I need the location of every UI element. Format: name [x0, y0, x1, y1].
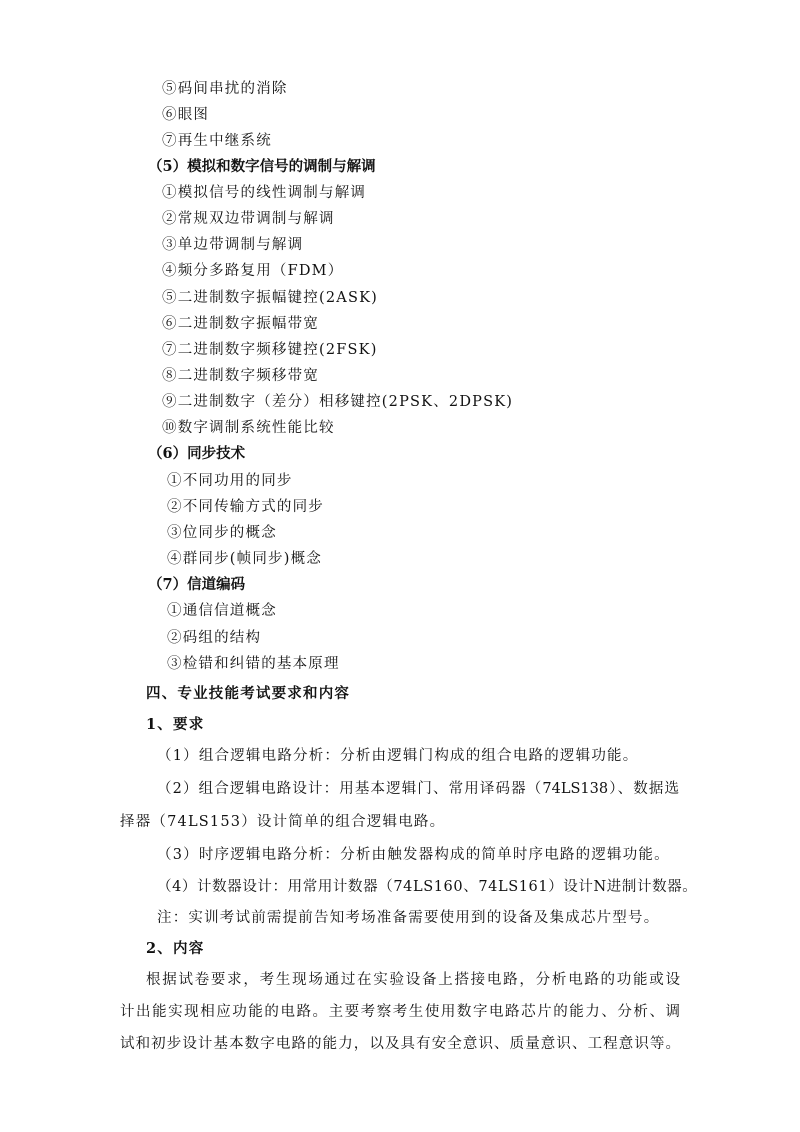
list-item: ⑦二进制数字频移键控(2FSK) — [162, 342, 378, 358]
paragraph-line: （3）时序逻辑电路分析：分析由触发器构成的简单时序电路的逻辑功能。 — [157, 847, 670, 863]
list-item: ②码组的结构 — [167, 630, 262, 646]
list-item: ③检错和纠错的基本原理 — [167, 656, 340, 672]
paragraph-line: （4）计数器设计：用常用计数器（74LS160、74LS161）设计N进制计数器。 — [157, 879, 698, 895]
list-item: ①不同功用的同步 — [167, 473, 293, 489]
note-line: 注：实训考试前需提前告知考场准备需要使用到的设备及集成芯片型号。 — [157, 910, 660, 926]
list-item: ②不同传输方式的同步 — [167, 499, 324, 515]
list-item: ①通信信道概念 — [167, 603, 277, 619]
list-item: ④频分多路复用（FDM） — [162, 263, 344, 279]
section-heading: （6）同步技术 — [148, 445, 246, 462]
list-item: ⑤码间串扰的消除 — [162, 81, 288, 97]
section-heading: （7）信道编码 — [148, 576, 246, 593]
paragraph-line: 试和初步设计基本数字电路的能力，以及具有安全意识、质量意识、工程意识等。 — [120, 1036, 680, 1052]
section-heading: （5）模拟和数字信号的调制与解调 — [148, 158, 376, 175]
list-item: ③位同步的概念 — [167, 525, 277, 541]
subsection-heading: 2、内容 — [146, 940, 205, 957]
paragraph-line: 择器（74LS153）设计简单的组合逻辑电路。 — [120, 814, 446, 830]
list-item: ③单边带调制与解调 — [162, 237, 304, 253]
list-item: ②常规双边带调制与解调 — [162, 211, 335, 227]
list-item: ⑨二进制数字（差分）相移键控(2PSK、2DPSK) — [162, 394, 514, 410]
subsection-heading: 1、要求 — [146, 716, 205, 733]
list-item: ⑦再生中继系统 — [162, 133, 272, 149]
list-item: ⑥眼图 — [162, 107, 210, 123]
list-item: ⑥二进制数字振幅带宽 — [162, 316, 319, 332]
list-item: ⑧二进制数字频移带宽 — [162, 368, 319, 384]
paragraph-line: （2）组合逻辑电路设计：用基本逻辑门、常用译码器（74LS138）、数据选 — [157, 781, 679, 797]
paragraph-line: 根据试卷要求，考生现场通过在实验设备上搭接电路，分析电路的功能或设 — [146, 972, 680, 988]
list-item: ④群同步(帧同步)概念 — [167, 551, 323, 567]
part-heading: 四、专业技能考试要求和内容 — [146, 685, 351, 702]
list-item: ①模拟信号的线性调制与解调 — [162, 185, 367, 201]
paragraph-line: （1）组合逻辑电路分析：分析由逻辑门构成的组合电路的逻辑功能。 — [157, 748, 639, 764]
list-item: ⑤二进制数字振幅键控(2ASK) — [162, 290, 378, 306]
list-item: ⑩数字调制系统性能比较 — [162, 420, 335, 436]
paragraph-line: 计出能实现相应功能的电路。主要考察考生使用数字电路芯片的能力、分析、调 — [120, 1004, 680, 1020]
